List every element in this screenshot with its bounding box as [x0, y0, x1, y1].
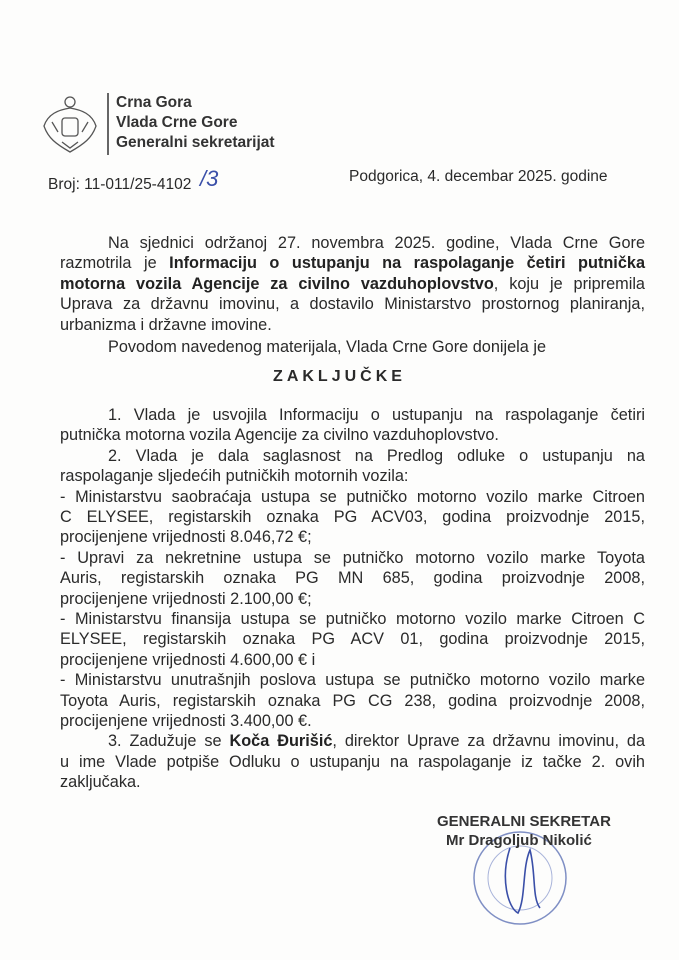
text-segment: razmotrila je [60, 254, 170, 273]
text-segment: 1. Vlada je usvojila Informaciju o ustupanju na raspolaganje četiri [108, 406, 645, 424]
text-segment: C ELYSEE, registarskih oznaka PG ACV03, godina proizvodnje 2015, [60, 508, 645, 526]
text-segment: Toyota Auris, registarskih oznaka PG CG 238, godina proizvodnje 2008, [60, 691, 645, 710]
body-line [60, 294, 645, 314]
signatory-title: GENERALNI SEKRETAR [437, 813, 611, 830]
body-line [108, 731, 645, 751]
body-line [60, 253, 645, 273]
body-line [60, 691, 645, 711]
body-line [60, 548, 645, 568]
text-segment: procijenjene vrijednosti 3.400,00 €. [60, 712, 312, 730]
body-line [60, 609, 645, 629]
body-line [108, 405, 645, 425]
body-line [60, 487, 645, 507]
text-segment: Auris, registarskih oznaka PG MN 685, godina proizvodnje 2008, [60, 569, 645, 588]
body-line [60, 772, 645, 792]
text-segment: procijenjene vrijednosti 2.100,00 €; [60, 589, 312, 608]
text-segment: - Upravi za nekretnine ustupa se putničko motorno vozilo marke Toyota [60, 548, 645, 567]
body-line [60, 507, 645, 527]
document-title: ZAKLJUČKE [273, 368, 406, 385]
body-line [60, 466, 645, 486]
place-date: Podgorica, 4. decembar 2025. godine [349, 168, 608, 185]
bold-text: motorna vozila Agencije za civilno vazduhoplovstvo [60, 274, 494, 293]
text-segment: 3. Zadužuje se [108, 732, 230, 751]
body-line [60, 527, 645, 547]
text-segment: procijenjene vrijednosti 4.600,00 € i [60, 650, 316, 669]
text-segment: urbanizma i državne imovine. [60, 315, 272, 334]
body-line [60, 650, 645, 670]
header-country: Crna Gora [116, 94, 192, 111]
body-line [60, 589, 645, 609]
coat-of-arms-logo [40, 92, 100, 158]
handwritten-suffix: /3 [200, 166, 219, 191]
text-segment: , direktor Uprave za državnu imovinu, da [332, 732, 645, 751]
text-segment: procijenjene vrijednosti 8.046,72 €; [60, 528, 312, 547]
body-line [60, 274, 645, 294]
text-segment: zaključaka. [60, 773, 141, 792]
body-line [108, 233, 645, 253]
bold-text: Informaciju o ustupanju na raspolaganje četiri putnička [169, 254, 645, 273]
header-secretariat: Generalni sekretarijat [116, 134, 275, 151]
header-divider [107, 93, 109, 155]
text-segment: Uprava za državnu imovinu, a dostavilo Ministarstvo prostornog planiranja, [60, 295, 645, 314]
text-segment: , koju je pripremila [493, 274, 645, 293]
body-line [60, 315, 645, 335]
bold-text: Koča Đurišić [229, 732, 333, 751]
text-segment: - Ministarstvu unutrašnjih poslova ustupa se putničko motorno vozilo marke [60, 671, 645, 690]
body-line [60, 752, 645, 772]
body-line [60, 670, 645, 690]
body-line [60, 568, 645, 588]
body-line [60, 711, 645, 731]
header-government: Vlada Crne Gore [116, 114, 238, 131]
text-segment: Na sjednici održanoj 27. novembra 2025. godine, Vlada Crne Gore [108, 234, 645, 252]
body-line [60, 425, 645, 445]
body-line [108, 446, 645, 466]
body-line [60, 629, 645, 649]
text-segment: - Ministarstvu finansija ustupa se putničko motorno vozilo marke Citroen C [60, 610, 645, 628]
reference-number: Broj: 11-011/25-4102 [48, 176, 192, 193]
body-line [108, 337, 645, 357]
signatory-name: Mr Dragoljub Nikolić [446, 832, 592, 849]
text-segment: u ime Vlade potpiše Odluku o ustupanju na raspolaganje iz tačke 2. ovih [60, 752, 645, 771]
text-segment: - Ministarstvu saobraćaja ustupa se putničko motorno vozilo marke Citroen [60, 487, 645, 506]
text-segment: 2. Vlada je dala saglasnost na Predlog odluke o ustupanju na [108, 446, 645, 465]
text-segment: ELYSEE, registarskih oznaka PG ACV 01, godina proizvodnje 2015, [60, 630, 645, 649]
text-segment: putnička motorna vozila Agencije za civilno vazduhoplovstvo. [60, 426, 499, 445]
text-segment: raspolaganje sljedećih putničkih motornih vozila: [60, 467, 409, 486]
text-segment: Povodom navedenog materijala, Vlada Crne Gore donijela je [108, 337, 547, 356]
